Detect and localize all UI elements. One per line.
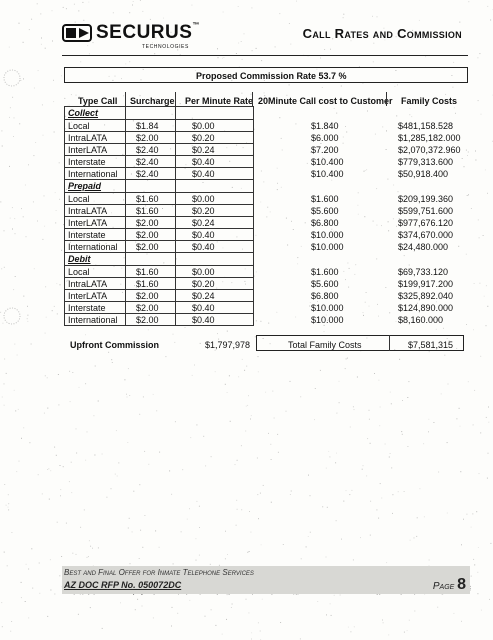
table-cell: $2,070,372.960 (398, 145, 461, 155)
section-label: Collect (68, 108, 99, 118)
grid-hline (64, 143, 254, 144)
grid-hline (64, 240, 254, 241)
table-cell: $5.600 (311, 279, 339, 289)
column-header: 20Minute Call cost to Customer (258, 96, 393, 106)
upfront-commission-label: Upfront Commission (70, 340, 159, 350)
grid-hline (64, 204, 254, 205)
table-cell: $0.20 (192, 206, 215, 216)
footer-rfp-number: AZ DOC RFP No. 050072DC (64, 580, 182, 590)
table-cell: $1.60 (136, 279, 159, 289)
page-footer (62, 566, 470, 594)
table-cell: $1.60 (136, 267, 159, 277)
table-cell: $2.00 (136, 218, 159, 228)
table-cell: $24,480.000 (398, 242, 449, 252)
header-rule (62, 55, 468, 56)
column-separator (125, 92, 126, 106)
table-cell: $10.400 (311, 157, 344, 167)
table-cell: $2.00 (136, 291, 159, 301)
table-cell: $50,918.400 (398, 169, 449, 179)
table-cell: $0.00 (192, 121, 215, 131)
column-header: Family Costs (401, 96, 458, 106)
grid-hline (64, 155, 254, 156)
grid-hline (64, 301, 254, 302)
section-label: Prepaid (68, 181, 102, 191)
table-cell: $1.840 (311, 121, 339, 131)
table-cell: $5.600 (311, 206, 339, 216)
table-cell: $1.60 (136, 194, 159, 204)
table-cell: Interstate (68, 303, 106, 313)
table-cell: $977,676.120 (398, 218, 454, 228)
table-cell: $0.24 (192, 145, 215, 155)
table-cell: Local (68, 267, 90, 277)
table-cell: $0.24 (192, 218, 215, 228)
column-separator (252, 92, 253, 106)
table-cell: $0.40 (192, 315, 215, 325)
table-cell: $10.000 (311, 242, 344, 252)
table-cell: $6.000 (311, 133, 339, 143)
table-cell: IntraLATA (68, 206, 108, 216)
table-cell: $10.400 (311, 169, 344, 179)
table-cell: $0.40 (192, 169, 215, 179)
table-cell: $124,890.000 (398, 303, 454, 313)
table-cell: $0.24 (192, 291, 215, 301)
table-cell: $1.60 (136, 206, 159, 216)
securus-logo-icon (62, 24, 92, 42)
table-cell: Local (68, 121, 90, 131)
table-cell: IntraLATA (68, 279, 108, 289)
table-cell: $2.00 (136, 133, 159, 143)
column-separator (175, 92, 176, 106)
table-cell: $374,670.000 (398, 230, 454, 240)
table-cell: $599,751.600 (398, 206, 454, 216)
table-cell: $8,160.000 (398, 315, 444, 325)
section-label: Debit (68, 254, 91, 264)
page-header (62, 22, 462, 52)
table-cell: International (68, 242, 118, 252)
table-cell: $779,313.600 (398, 157, 454, 167)
table-cell: $1.84 (136, 121, 159, 131)
column-header: Surcharge (130, 96, 175, 106)
grid-hline (64, 119, 254, 120)
table-cell: InterLATA (68, 145, 108, 155)
table-cell: International (68, 169, 118, 179)
grid-hline (64, 228, 254, 229)
table-cell: InterLATA (68, 291, 108, 301)
table-cell: $2.00 (136, 230, 159, 240)
table-cell: $0.40 (192, 303, 215, 313)
table-cell: $1.600 (311, 267, 339, 277)
table-cell: $2.40 (136, 157, 159, 167)
table-cell: $2.00 (136, 303, 159, 313)
grid-hline (64, 167, 254, 168)
grid-hline (64, 216, 254, 217)
grid-hline (64, 313, 254, 314)
column-header: Type Call (78, 96, 118, 106)
brand-name: SECURUS™ (96, 22, 200, 43)
total-family-costs-value: $7,581,315 (408, 340, 454, 350)
table-cell: $10.000 (311, 303, 344, 313)
table-cell: $6.800 (311, 291, 339, 301)
table-cell: $481,158.528 (398, 121, 454, 131)
page-title: Call Rates and Commission (302, 26, 462, 41)
footer-title: Best and Final Offer for Inmate Telephone Services (64, 568, 254, 577)
table-cell: Interstate (68, 157, 106, 167)
table-cell: $0.20 (192, 133, 215, 143)
table-caption: Proposed Commission Rate 53.7 % (196, 71, 347, 81)
table-cell: $7.200 (311, 145, 339, 155)
brand-subtitle: TECHNOLOGIES (142, 44, 189, 50)
table-cell: International (68, 315, 118, 325)
table-cell: $10.000 (311, 230, 344, 240)
total-family-costs-divider (389, 335, 390, 351)
table-cell: $2.00 (136, 242, 159, 252)
grid-hline (64, 192, 254, 193)
grid-hline (64, 265, 254, 266)
table-cell: $2.00 (136, 315, 159, 325)
table-cell: IntraLATA (68, 133, 108, 143)
table-cell: $325,892.040 (398, 291, 454, 301)
table-cell: $0.20 (192, 279, 215, 289)
table-cell: $2.40 (136, 169, 159, 179)
column-separator (386, 92, 387, 106)
table-cell: $0.00 (192, 194, 215, 204)
grid-hline (64, 289, 254, 290)
upfront-commission-value: $1,797,978 (205, 340, 251, 350)
table-cell: Local (68, 194, 90, 204)
table-cell: $6.800 (311, 218, 339, 228)
grid-hline (64, 131, 254, 132)
table-cell: InterLATA (68, 218, 108, 228)
table-cell: $69,733.120 (398, 267, 449, 277)
table-cell: $0.40 (192, 242, 215, 252)
table-cell: $1.600 (311, 194, 339, 204)
table-cell: $199,917.200 (398, 279, 454, 289)
grid-hline (64, 277, 254, 278)
table-cell: $1,285,182.000 (398, 133, 461, 143)
page-number: Page 8 (432, 576, 466, 593)
total-family-costs-label: Total Family Costs (288, 340, 362, 350)
table-cell: $0.40 (192, 230, 215, 240)
table-cell: Interstate (68, 230, 106, 240)
table-cell: $2.40 (136, 145, 159, 155)
table-cell: $209,199.360 (398, 194, 454, 204)
table-cell: $10.000 (311, 315, 344, 325)
column-header: Per Minute Rate (185, 96, 254, 106)
table-cell: $0.40 (192, 157, 215, 167)
table-cell: $0.00 (192, 267, 215, 277)
